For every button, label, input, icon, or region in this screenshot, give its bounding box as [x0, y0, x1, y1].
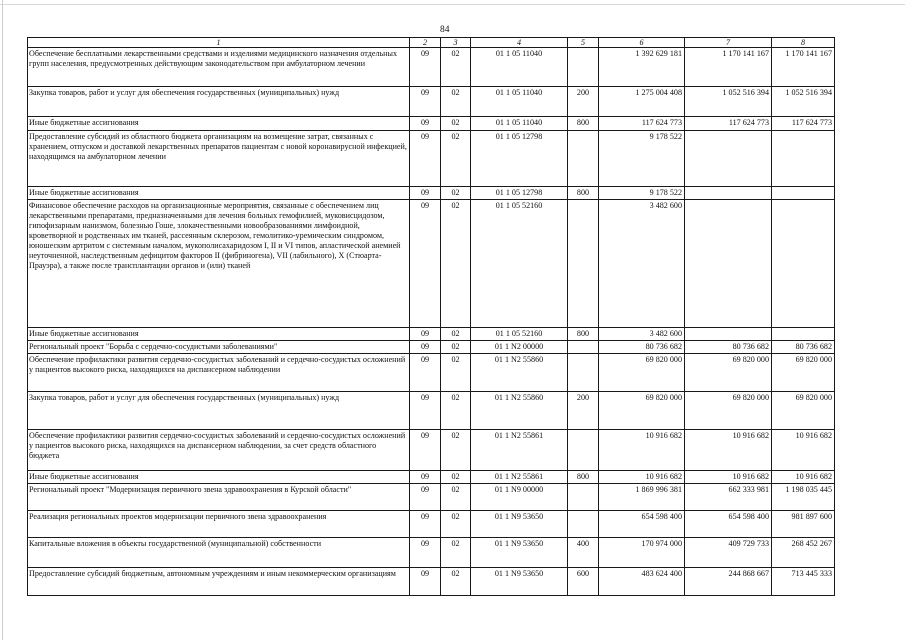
- table-row: [28, 131, 835, 187]
- row-amount-3: 268 452 267: [772, 538, 835, 568]
- row-amount-1: 80 736 682: [599, 341, 685, 354]
- row-amount-3: 10 916 682: [772, 430, 835, 471]
- row-pr: 02: [441, 430, 471, 471]
- scan-edge-left: [2, 0, 3, 640]
- row-pr: 02: [441, 511, 471, 538]
- row-amount-1: 170 974 000: [599, 538, 685, 568]
- header-cell-vr: 5: [568, 38, 599, 48]
- row-pr: 02: [441, 187, 471, 200]
- row-amount-1: 117 624 773: [599, 117, 685, 131]
- row-amount-1: 3 482 600: [599, 328, 685, 341]
- table-row: [28, 484, 835, 511]
- row-amount-2: 117 624 773: [685, 117, 772, 131]
- row-rz: 09: [410, 87, 441, 117]
- row-amount-1: 10 916 682: [599, 471, 685, 484]
- row-amount-1: 654 598 400: [599, 511, 685, 538]
- row-amount-2: 662 333 981: [685, 484, 772, 511]
- row-vr: 800: [568, 471, 599, 484]
- row-csr: 01 1 05 12798: [471, 131, 568, 187]
- row-vr: [568, 341, 599, 354]
- row-csr: 01 1 05 11040: [471, 87, 568, 117]
- row-name: Иные бюджетные ассигнования: [28, 328, 410, 341]
- table-row: [28, 341, 835, 354]
- table-row: [28, 48, 835, 87]
- row-csr: 01 1 05 11040: [471, 48, 568, 87]
- row-vr: 800: [568, 328, 599, 341]
- row-pr: 02: [441, 48, 471, 87]
- row-vr: [568, 511, 599, 538]
- row-vr: 200: [568, 392, 599, 430]
- row-amount-2: 654 598 400: [685, 511, 772, 538]
- row-pr: 02: [441, 568, 471, 596]
- row-rz: 09: [410, 354, 441, 392]
- row-amount-1: 9 178 522: [599, 187, 685, 200]
- header-cell-rz: 2: [410, 38, 441, 48]
- table-row: [28, 200, 835, 328]
- row-csr: 01 1 05 12798: [471, 187, 568, 200]
- row-amount-3: 69 820 000: [772, 354, 835, 392]
- row-name: Региональный проект "Борьба с сердечно-сосудистыми заболеваниями": [28, 341, 410, 354]
- row-rz: 09: [410, 187, 441, 200]
- row-amount-2: 1 052 516 394: [685, 87, 772, 117]
- row-amount-2: [685, 187, 772, 200]
- row-rz: 09: [410, 117, 441, 131]
- row-csr: 01 1 N9 00000: [471, 484, 568, 511]
- row-amount-1: 69 820 000: [599, 354, 685, 392]
- row-pr: 02: [441, 341, 471, 354]
- row-rz: 09: [410, 511, 441, 538]
- row-amount-2: 10 916 682: [685, 471, 772, 484]
- header-cell-amount-1: 6: [599, 38, 685, 48]
- header-cell-amount-3: 8: [772, 38, 835, 48]
- row-amount-1: 1 275 004 408: [599, 87, 685, 117]
- row-rz: 09: [410, 568, 441, 596]
- row-amount-2: 1 170 141 167: [685, 48, 772, 87]
- row-pr: 02: [441, 392, 471, 430]
- budget-table: [27, 37, 835, 596]
- row-vr: [568, 200, 599, 328]
- table-row: [28, 511, 835, 538]
- row-csr: 01 1 N2 55861: [471, 471, 568, 484]
- row-pr: 02: [441, 131, 471, 187]
- row-csr: 01 1 N2 55860: [471, 392, 568, 430]
- row-amount-2: 80 736 682: [685, 341, 772, 354]
- row-csr: 01 1 N2 55860: [471, 354, 568, 392]
- row-amount-2: 244 868 667: [685, 568, 772, 596]
- row-name: Закупка товаров, работ и услуг для обеспечения государственных (муниципальных) нужд: [28, 87, 410, 117]
- row-rz: 09: [410, 430, 441, 471]
- table-row: [28, 430, 835, 471]
- row-amount-3: 10 916 682: [772, 471, 835, 484]
- row-name: Иные бюджетные ассигнования: [28, 187, 410, 200]
- row-rz: 09: [410, 538, 441, 568]
- row-name: Закупка товаров, работ и услуг для обеспечения государственных (муниципальных) нужд: [28, 392, 410, 430]
- row-pr: 02: [441, 87, 471, 117]
- row-pr: 02: [441, 117, 471, 131]
- row-amount-2: 69 820 000: [685, 354, 772, 392]
- row-csr: 01 1 N9 53650: [471, 511, 568, 538]
- row-vr: [568, 430, 599, 471]
- row-amount-3: 1 198 035 445: [772, 484, 835, 511]
- row-name: Обеспечение бесплатными лекарственными средствами и изделиями медицинского назначения отдельных групп населения, предусмотренных действующим законодательством при амбулаторном лечении: [28, 48, 410, 87]
- table-row: [28, 117, 835, 131]
- row-amount-3: 981 897 600: [772, 511, 835, 538]
- row-csr: 01 1 N2 55861: [471, 430, 568, 471]
- row-name: Финансовое обеспечение расходов на организационные мероприятия, связанные с обеспечением лиц лекарственными препаратами, предназначенными для лечения больных гемофилией, муковисцидозом, гипофизарным нанизмом, болезнью Гоше, злокачественными новообразованиями лимфоидной, кроветворной и родственных им тканей, рассеянным склерозом, гемолитико-уремическим синдромом, юношеским артритом с системным началом, мукополисахаридозом I, II и VI типов, апластической анемией неуточненной, наследственным дефицитом факторов II (фибриногена), VII (лабильного), X (Стюарта-Прауэра), а также после трансплантации органов и (или) тканей: [28, 200, 410, 328]
- row-pr: 02: [441, 354, 471, 392]
- row-vr: [568, 48, 599, 87]
- row-amount-3: [772, 131, 835, 187]
- row-name: Предоставление субсидий из областного бюджета организациям на возмещение затрат, связанных с хранением, отпуском и доставкой лекарственных препаратов пациентам с новой коронавирусной инфекцией, находящимся на амбулаторном лечении: [28, 131, 410, 187]
- row-amount-1: 9 178 522: [599, 131, 685, 187]
- row-rz: 09: [410, 484, 441, 511]
- scan-edge-top: [0, 4, 905, 5]
- row-pr: 02: [441, 200, 471, 328]
- row-vr: [568, 131, 599, 187]
- row-name: Обеспечение профилактики развития сердечно-сосудистых заболеваний и сердечно-сосудистых осложнений у пациентов высокого риска, находящихся на диспансерном наблюдении, за счет средств областного бюджета: [28, 430, 410, 471]
- row-csr: 01 1 05 52160: [471, 328, 568, 341]
- row-amount-3: 1 170 141 167: [772, 48, 835, 87]
- row-amount-2: [685, 200, 772, 328]
- row-name: Капитальные вложения в объекты государственной (муниципальной) собственности: [28, 538, 410, 568]
- header-cell-amount-2: 7: [685, 38, 772, 48]
- row-amount-3: [772, 328, 835, 341]
- row-rz: 09: [410, 471, 441, 484]
- row-csr: 01 1 N2 00000: [471, 341, 568, 354]
- row-name: Иные бюджетные ассигнования: [28, 117, 410, 131]
- row-rz: 09: [410, 200, 441, 328]
- row-amount-3: 80 736 682: [772, 341, 835, 354]
- row-csr: 01 1 N9 53650: [471, 538, 568, 568]
- row-amount-3: 69 820 000: [772, 392, 835, 430]
- row-amount-3: 713 445 333: [772, 568, 835, 596]
- row-pr: 02: [441, 471, 471, 484]
- row-amount-3: 117 624 773: [772, 117, 835, 131]
- table-row: [28, 471, 835, 484]
- row-name: Обеспечение профилактики развития сердечно-сосудистых заболеваний и сердечно-сосудистых осложнений у пациентов высокого риска, находящихся на диспансерном наблюдении: [28, 354, 410, 392]
- row-pr: 02: [441, 484, 471, 511]
- row-amount-1: 1 392 629 181: [599, 48, 685, 87]
- page-number: 84: [440, 25, 450, 35]
- row-vr: [568, 354, 599, 392]
- row-pr: 02: [441, 328, 471, 341]
- row-amount-1: 3 482 600: [599, 200, 685, 328]
- table-row: [28, 328, 835, 341]
- header-cell-pr: 3: [441, 38, 471, 48]
- row-amount-3: 1 052 516 394: [772, 87, 835, 117]
- row-amount-2: [685, 328, 772, 341]
- header-cell-csr: 4: [471, 38, 568, 48]
- row-vr: 600: [568, 568, 599, 596]
- row-amount-2: 69 820 000: [685, 392, 772, 430]
- table-row: [28, 568, 835, 596]
- table-row: [28, 538, 835, 568]
- table-row: [28, 187, 835, 200]
- row-vr: 400: [568, 538, 599, 568]
- row-amount-1: 69 820 000: [599, 392, 685, 430]
- row-amount-2: [685, 131, 772, 187]
- row-pr: 02: [441, 538, 471, 568]
- row-rz: 09: [410, 341, 441, 354]
- table-row: [28, 392, 835, 430]
- row-name: Реализация региональных проектов модернизации первичного звена здравоохранения: [28, 511, 410, 538]
- row-amount-3: [772, 187, 835, 200]
- row-amount-3: [772, 200, 835, 328]
- row-amount-2: 409 729 733: [685, 538, 772, 568]
- table-row: [28, 87, 835, 117]
- table-row: [28, 354, 835, 392]
- header-row: [28, 38, 835, 48]
- row-vr: 800: [568, 117, 599, 131]
- row-name: Иные бюджетные ассигнования: [28, 471, 410, 484]
- row-rz: 09: [410, 131, 441, 187]
- row-rz: 09: [410, 328, 441, 341]
- row-vr: [568, 484, 599, 511]
- row-csr: 01 1 05 52160: [471, 200, 568, 328]
- header-cell-name: 1: [28, 38, 410, 48]
- row-amount-1: 1 869 996 381: [599, 484, 685, 511]
- row-rz: 09: [410, 392, 441, 430]
- row-name: Региональный проект "Модернизация первичного звена здравоохранения в Курской области": [28, 484, 410, 511]
- row-rz: 09: [410, 48, 441, 87]
- row-vr: 200: [568, 87, 599, 117]
- row-vr: 800: [568, 187, 599, 200]
- row-amount-1: 10 916 682: [599, 430, 685, 471]
- row-csr: 01 1 N9 53650: [471, 568, 568, 596]
- row-name: Предоставление субсидий бюджетным, автономным учреждениям и иным некоммерческим организациям: [28, 568, 410, 596]
- row-amount-1: 483 624 400: [599, 568, 685, 596]
- row-amount-2: 10 916 682: [685, 430, 772, 471]
- row-csr: 01 1 05 11040: [471, 117, 568, 131]
